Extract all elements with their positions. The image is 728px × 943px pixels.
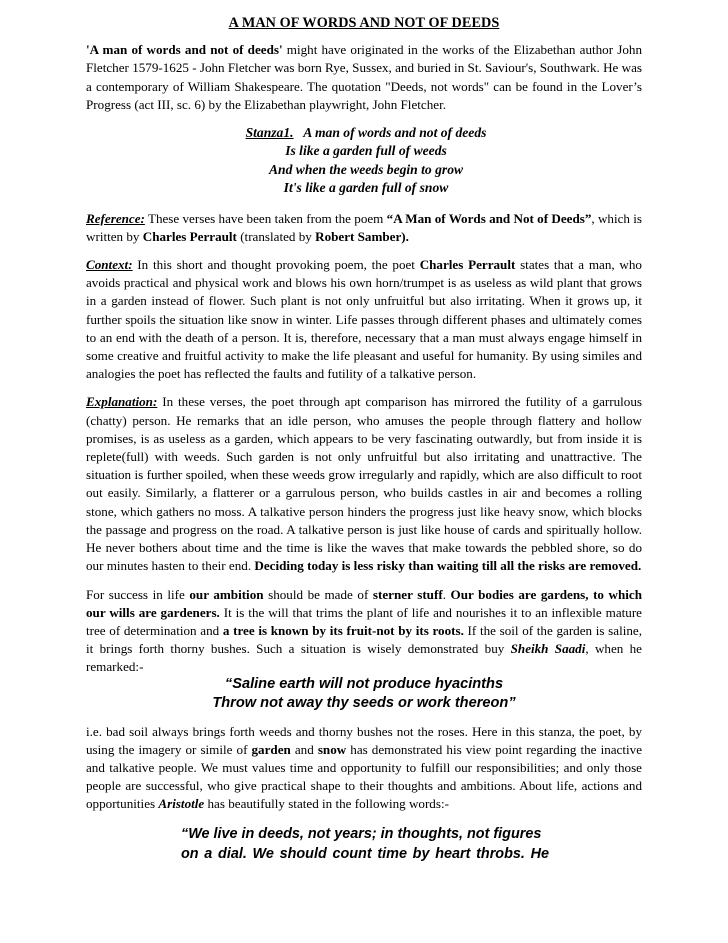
context-text-1: In this short and thought provoking poem, the poet bbox=[132, 257, 420, 273]
stanza-line-2: Is like a garden full of weeds bbox=[285, 143, 447, 159]
reference-translator: Robert Samber bbox=[315, 228, 402, 244]
aristotle-quote bbox=[181, 824, 549, 864]
explanation-bold-end: Deciding today is less risky than waiting till all the risks are removed. bbox=[254, 558, 642, 574]
success-paragraph bbox=[86, 586, 642, 677]
aristotle-quote-line-1: “We live in deeds, not years; in thoughts, not figures bbox=[181, 825, 542, 842]
intro-quote-phrase: 'A man of words and not of deeds' bbox=[86, 42, 283, 58]
after-text-1: i.e. bad soil always brings forth weeds and thorny bushes not the roses. Here in this stanza, the poet, by using the imagery or simile of bbox=[86, 723, 642, 757]
success-bold-2: sterner stuff bbox=[372, 586, 443, 602]
page-title: A MAN OF WORDS AND NOT OF DEEDS bbox=[228, 15, 500, 31]
success-bold-3: Our bodies are gardens, to which our wills are gardeners. bbox=[86, 586, 643, 620]
stanza-label: Stanza1. bbox=[245, 125, 294, 141]
saadi-quote bbox=[86, 675, 642, 713]
reference-label: Reference: bbox=[86, 210, 145, 226]
explanation-paragraph bbox=[86, 393, 642, 575]
context-paragraph bbox=[86, 256, 642, 383]
after-bold-snow: snow bbox=[317, 741, 347, 757]
intro-text: might have originated in the works of the Elizabethan author John Fletcher 1579-1625 - John Fletcher was born Rye, Sussex, and buried in St. Saviour's, Southwark. He was a contemporary of William Shakespeare. The quotation "Deeds, not words" can be found in the Lover’s Progress (act III, sc. 6) by the Elizabethan playwright, John Fletcher. bbox=[86, 42, 642, 112]
saadi-quote-line-2: Throw not away thy seeds or work thereon” bbox=[212, 694, 516, 711]
success-text-4: It is the will that trims the plant of life and nourishes it to an inflexible mature tree of determination and bbox=[86, 604, 642, 638]
stanza-line-1 bbox=[216, 124, 516, 142]
aristotle-quote-line-2: on a dial. We should count time by heart throbs. He bbox=[181, 845, 549, 862]
success-text-5: If the soil of the garden is saline, it brings forth thorny bushes. Such a situation is wisely demonstrated buy bbox=[86, 622, 642, 657]
after-quote-paragraph bbox=[86, 723, 642, 814]
explanation-label: Explanation: bbox=[86, 394, 158, 410]
context-label: Context: bbox=[86, 257, 133, 273]
success-text-6: , when he remarked:- bbox=[86, 641, 642, 675]
reference-author: Charles Perrault bbox=[142, 228, 237, 244]
success-bold-4: a tree is known by its fruit-not by its roots. bbox=[222, 622, 464, 638]
after-text-2: and bbox=[290, 741, 318, 757]
context-poet: Charles Perrault bbox=[419, 257, 516, 273]
intro-paragraph bbox=[86, 41, 642, 114]
reference-text-2: , which is written by bbox=[86, 210, 642, 244]
stanza-line-3: And when the weeds begin to grow bbox=[268, 161, 464, 177]
success-text-1: For success in life bbox=[86, 586, 190, 602]
reference-text-1: These verses have been taken from the poem bbox=[144, 210, 387, 226]
explanation-text: In these verses, the poet through apt comparison has mirrored the futility of a garrulous (chatty) person. He remarks that an idle person, who amuses the people through flattery and hollow promises, is as useless as a garden, which appears to be very fascinating outwardly, but from inside it is replete(full) with weeds. Such garden is not only unfruitful but also irritating and unattractive. The situation is further spoiled, when these weeds grow irregularly and rapidly, which are also difficult to root out easily. Similarly, a flatterer or a garrulous person, who builds castles in air and becomes a rolling stone, which gathers no moss. A talkative person hinders the progress just like heavy snow, which blocks the passage and progress on the road. A talkative person is just like house of cards and spiritually hollow. He never bothers about time and the time is like the waves that make towards the pebbled shore, so do our minutes hasten to their end. bbox=[86, 394, 642, 574]
after-aristotle: Aristotle bbox=[158, 796, 205, 812]
after-text-4: has beautifully stated in the following words:- bbox=[204, 796, 449, 812]
context-text-2: states that a man, who avoids practical and physical work and blows his own horn/trumpet is as useless as wild plant that grows in a garden instead of flower. Such plant is not only unfruitful but also irritating. When it grows up, it further spoils the situation like snow in winter. Life passes through different phases and ultimately comes to an end with the death of a person. It is, therefore, necessary that a man must always engage himself in some creative and fruitful activity to make the life pleasant and useful for humanity. By using similes and analogies the poet has reflected the faults and futility of a talkative person. bbox=[86, 257, 642, 382]
success-text-3: . bbox=[442, 586, 451, 602]
reference-text-3: (translated by bbox=[236, 228, 316, 244]
stanza-block bbox=[216, 124, 516, 198]
success-saadi: Sheikh Saadi bbox=[510, 641, 586, 657]
reference-paragraph bbox=[86, 210, 642, 246]
reference-text-4: ). bbox=[401, 228, 409, 244]
success-bold-1: our ambition bbox=[189, 586, 264, 602]
saadi-quote-line-1: “Saline earth will not produce hyacinths bbox=[224, 675, 504, 692]
stanza-line-1-text: A man of words and not of deeds bbox=[303, 125, 487, 141]
stanza-line-4: It's like a garden full of snow bbox=[283, 180, 449, 196]
after-bold-garden: garden bbox=[251, 741, 291, 757]
success-text-2: should be made of bbox=[263, 586, 373, 602]
after-text-3: has demonstrated his view point regarding the inactive and talkative people. We must values time and opportunity to fulfill our responsibilities; and only those people are successful, who give practical shape to their thoughts and ambitions. About life, actions and opportunities bbox=[86, 741, 643, 812]
reference-poem: “A Man of Words and Not of Deeds” bbox=[386, 210, 592, 226]
